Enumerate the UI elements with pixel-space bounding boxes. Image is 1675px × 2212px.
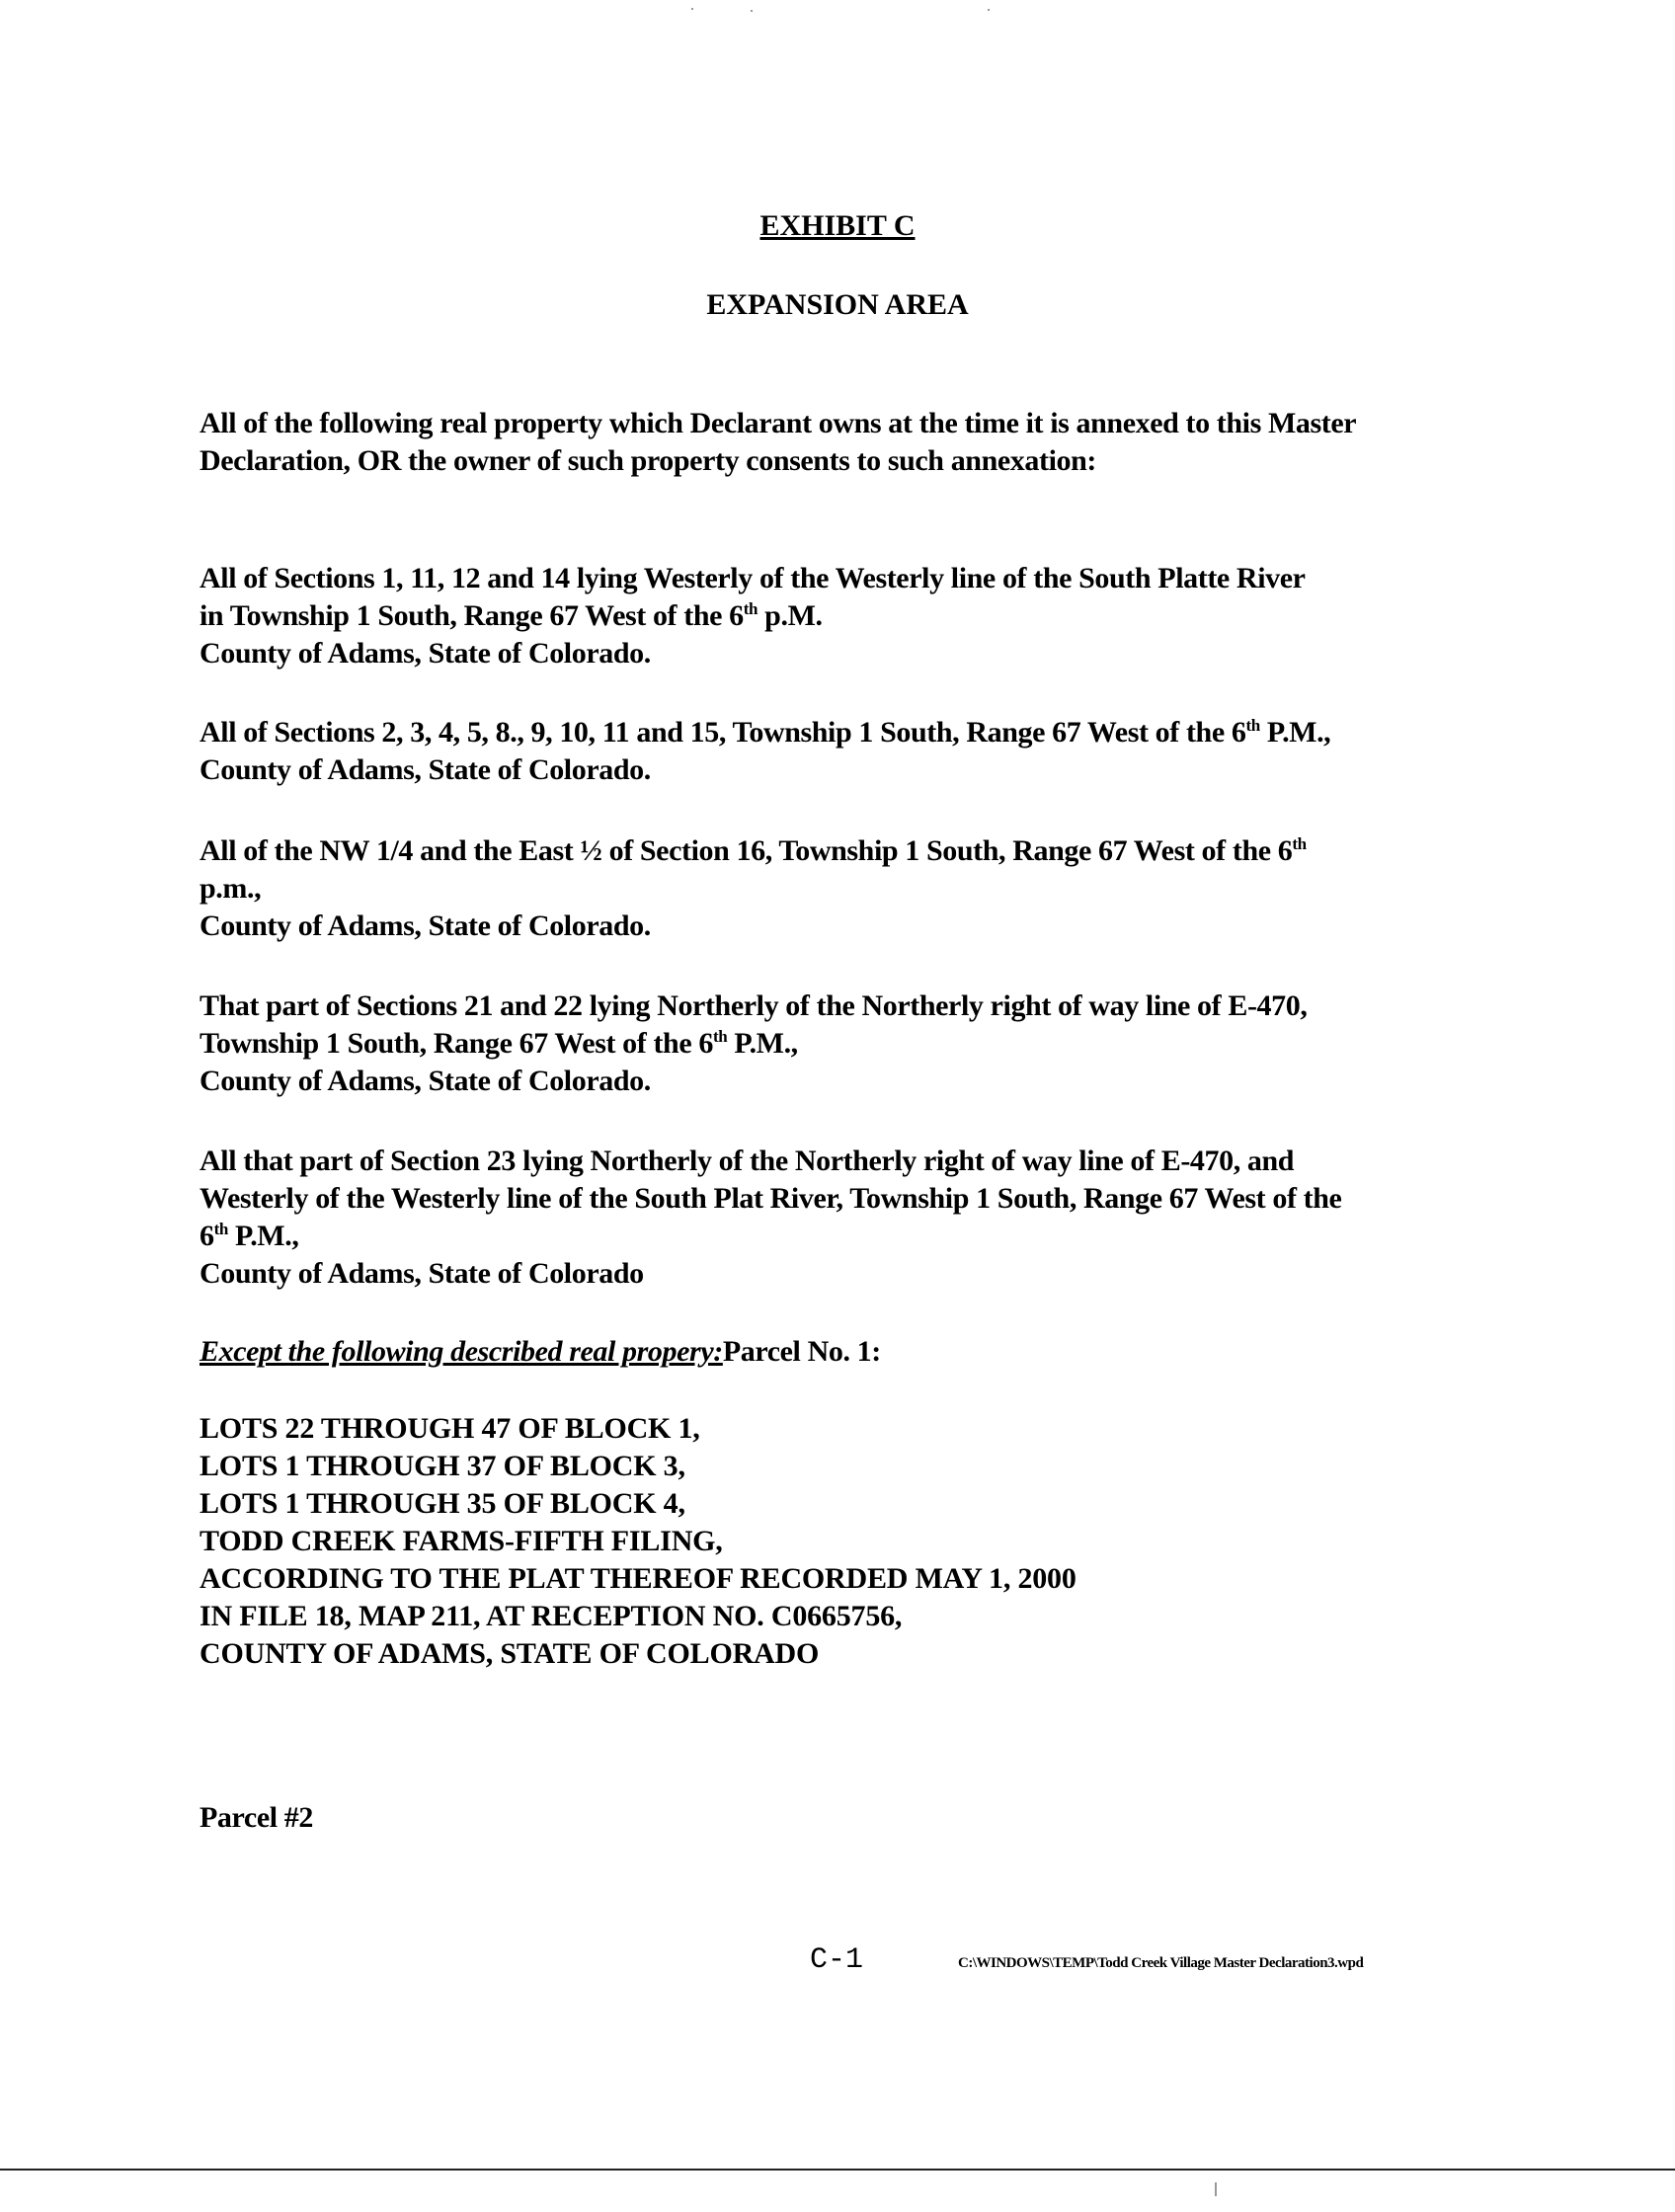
ordinal-suffix: th <box>213 1220 228 1238</box>
parcel-line: ACCORDING TO THE PLAT THEREOF RECORDED MAY 1, 2000 <box>199 1562 1077 1595</box>
legal-description-4 <box>199 988 1503 1100</box>
exception-lead: Except the following described real propery: <box>199 1335 723 1368</box>
ordinal-suffix: th <box>712 1027 728 1046</box>
intro-paragraph <box>199 405 1503 480</box>
scan-speck <box>1215 2182 1217 2196</box>
description-line <box>199 832 1503 870</box>
description-text: All of the NW 1/4 and the East ½ of Section 16, Township 1 South, Range 67 West of the 6 <box>199 834 1293 867</box>
exception-heading <box>199 1333 1503 1371</box>
page-number: C-1 <box>810 1943 864 1977</box>
exhibit-title: EXHIBIT C <box>759 209 916 242</box>
description-line: p.m., <box>199 872 262 905</box>
description-line: Westerly of the Westerly line of the South Plat River, Township 1 South, Range 67 West of the <box>199 1182 1342 1215</box>
description-text: p.M. <box>758 599 823 632</box>
description-text: in Township 1 South, Range 67 West of the 6 <box>199 599 744 632</box>
parcel-line: LOTS 1 THROUGH 37 OF BLOCK 3, <box>199 1450 685 1482</box>
section-title: EXPANSION AREA <box>706 288 969 321</box>
description-line: All of Sections 1, 11, 12 and 14 lying Westerly of the Westerly line of the South Platte River <box>199 562 1306 594</box>
legal-description-2 <box>199 714 1503 789</box>
legal-description-5 <box>199 1143 1503 1293</box>
file-path: C:\WINDOWS\TEMP\Todd Creek Village Master Declaration3.wpd <box>958 1955 1364 1971</box>
parcel-line: LOTS 1 THROUGH 35 OF BLOCK 4, <box>199 1487 685 1520</box>
county-line: County of Adams, State of Colorado. <box>199 1065 651 1097</box>
description-line <box>199 1025 1503 1063</box>
parcel-line: TODD CREEK FARMS-FIFTH FILING, <box>199 1525 723 1557</box>
description-text: Township 1 South, Range 67 West of the 6 <box>199 1027 713 1060</box>
intro-line: Declaration, OR the owner of such property consents to such annexation: <box>199 444 1096 477</box>
description-line: All that part of Section 23 lying Northerly of the Northerly right of way line of E-470, and <box>199 1145 1295 1177</box>
description-line <box>199 597 1503 635</box>
parcel-2-text: Parcel #2 <box>199 1801 313 1834</box>
scan-speck <box>691 8 693 10</box>
description-line <box>199 714 1503 751</box>
scan-speck <box>751 10 753 12</box>
description-text: P.M., <box>1259 716 1331 749</box>
intro-line: All of the following real property which Declarant owns at the time it is annexed to this Master <box>199 407 1357 439</box>
description-text: 6 <box>199 1220 214 1252</box>
county-line: County of Adams, State of Colorado. <box>199 637 651 670</box>
parcel-line: IN FILE 18, MAP 211, AT RECEPTION NO. C0665756, <box>199 1600 903 1632</box>
county-line: County of Adams, State of Colorado <box>199 1257 644 1290</box>
legal-description-1 <box>199 560 1503 672</box>
ordinal-suffix: th <box>743 599 758 618</box>
county-line: County of Adams, State of Colorado. <box>199 909 651 942</box>
bottom-rule <box>0 2169 1675 2171</box>
parcel-line: COUNTY OF ADAMS, STATE OF COLORADO <box>199 1637 820 1670</box>
parcel-1-description <box>199 1410 1503 1673</box>
county-line: County of Adams, State of Colorado. <box>199 753 651 786</box>
legal-description-3 <box>199 832 1503 945</box>
scan-speck <box>988 9 990 11</box>
description-line: That part of Sections 21 and 22 lying Northerly of the Northerly right of way line of E-470, <box>199 989 1308 1022</box>
ordinal-suffix: th <box>1245 716 1260 735</box>
description-text: P.M., <box>227 1220 299 1252</box>
parcel-1-label: Parcel No. 1: <box>722 1335 881 1368</box>
description-text: P.M., <box>727 1027 798 1060</box>
description-line <box>199 1218 1503 1255</box>
exception-line <box>199 1333 1503 1371</box>
parcel-line: LOTS 22 THROUGH 47 OF BLOCK 1, <box>199 1412 700 1445</box>
parcel-2-label <box>199 1799 1503 1837</box>
ordinal-suffix: th <box>1292 834 1307 853</box>
description-text: All of Sections 2, 3, 4, 5, 8., 9, 10, 11 and 15, Township 1 South, Range 67 West of the 6 <box>199 716 1246 749</box>
